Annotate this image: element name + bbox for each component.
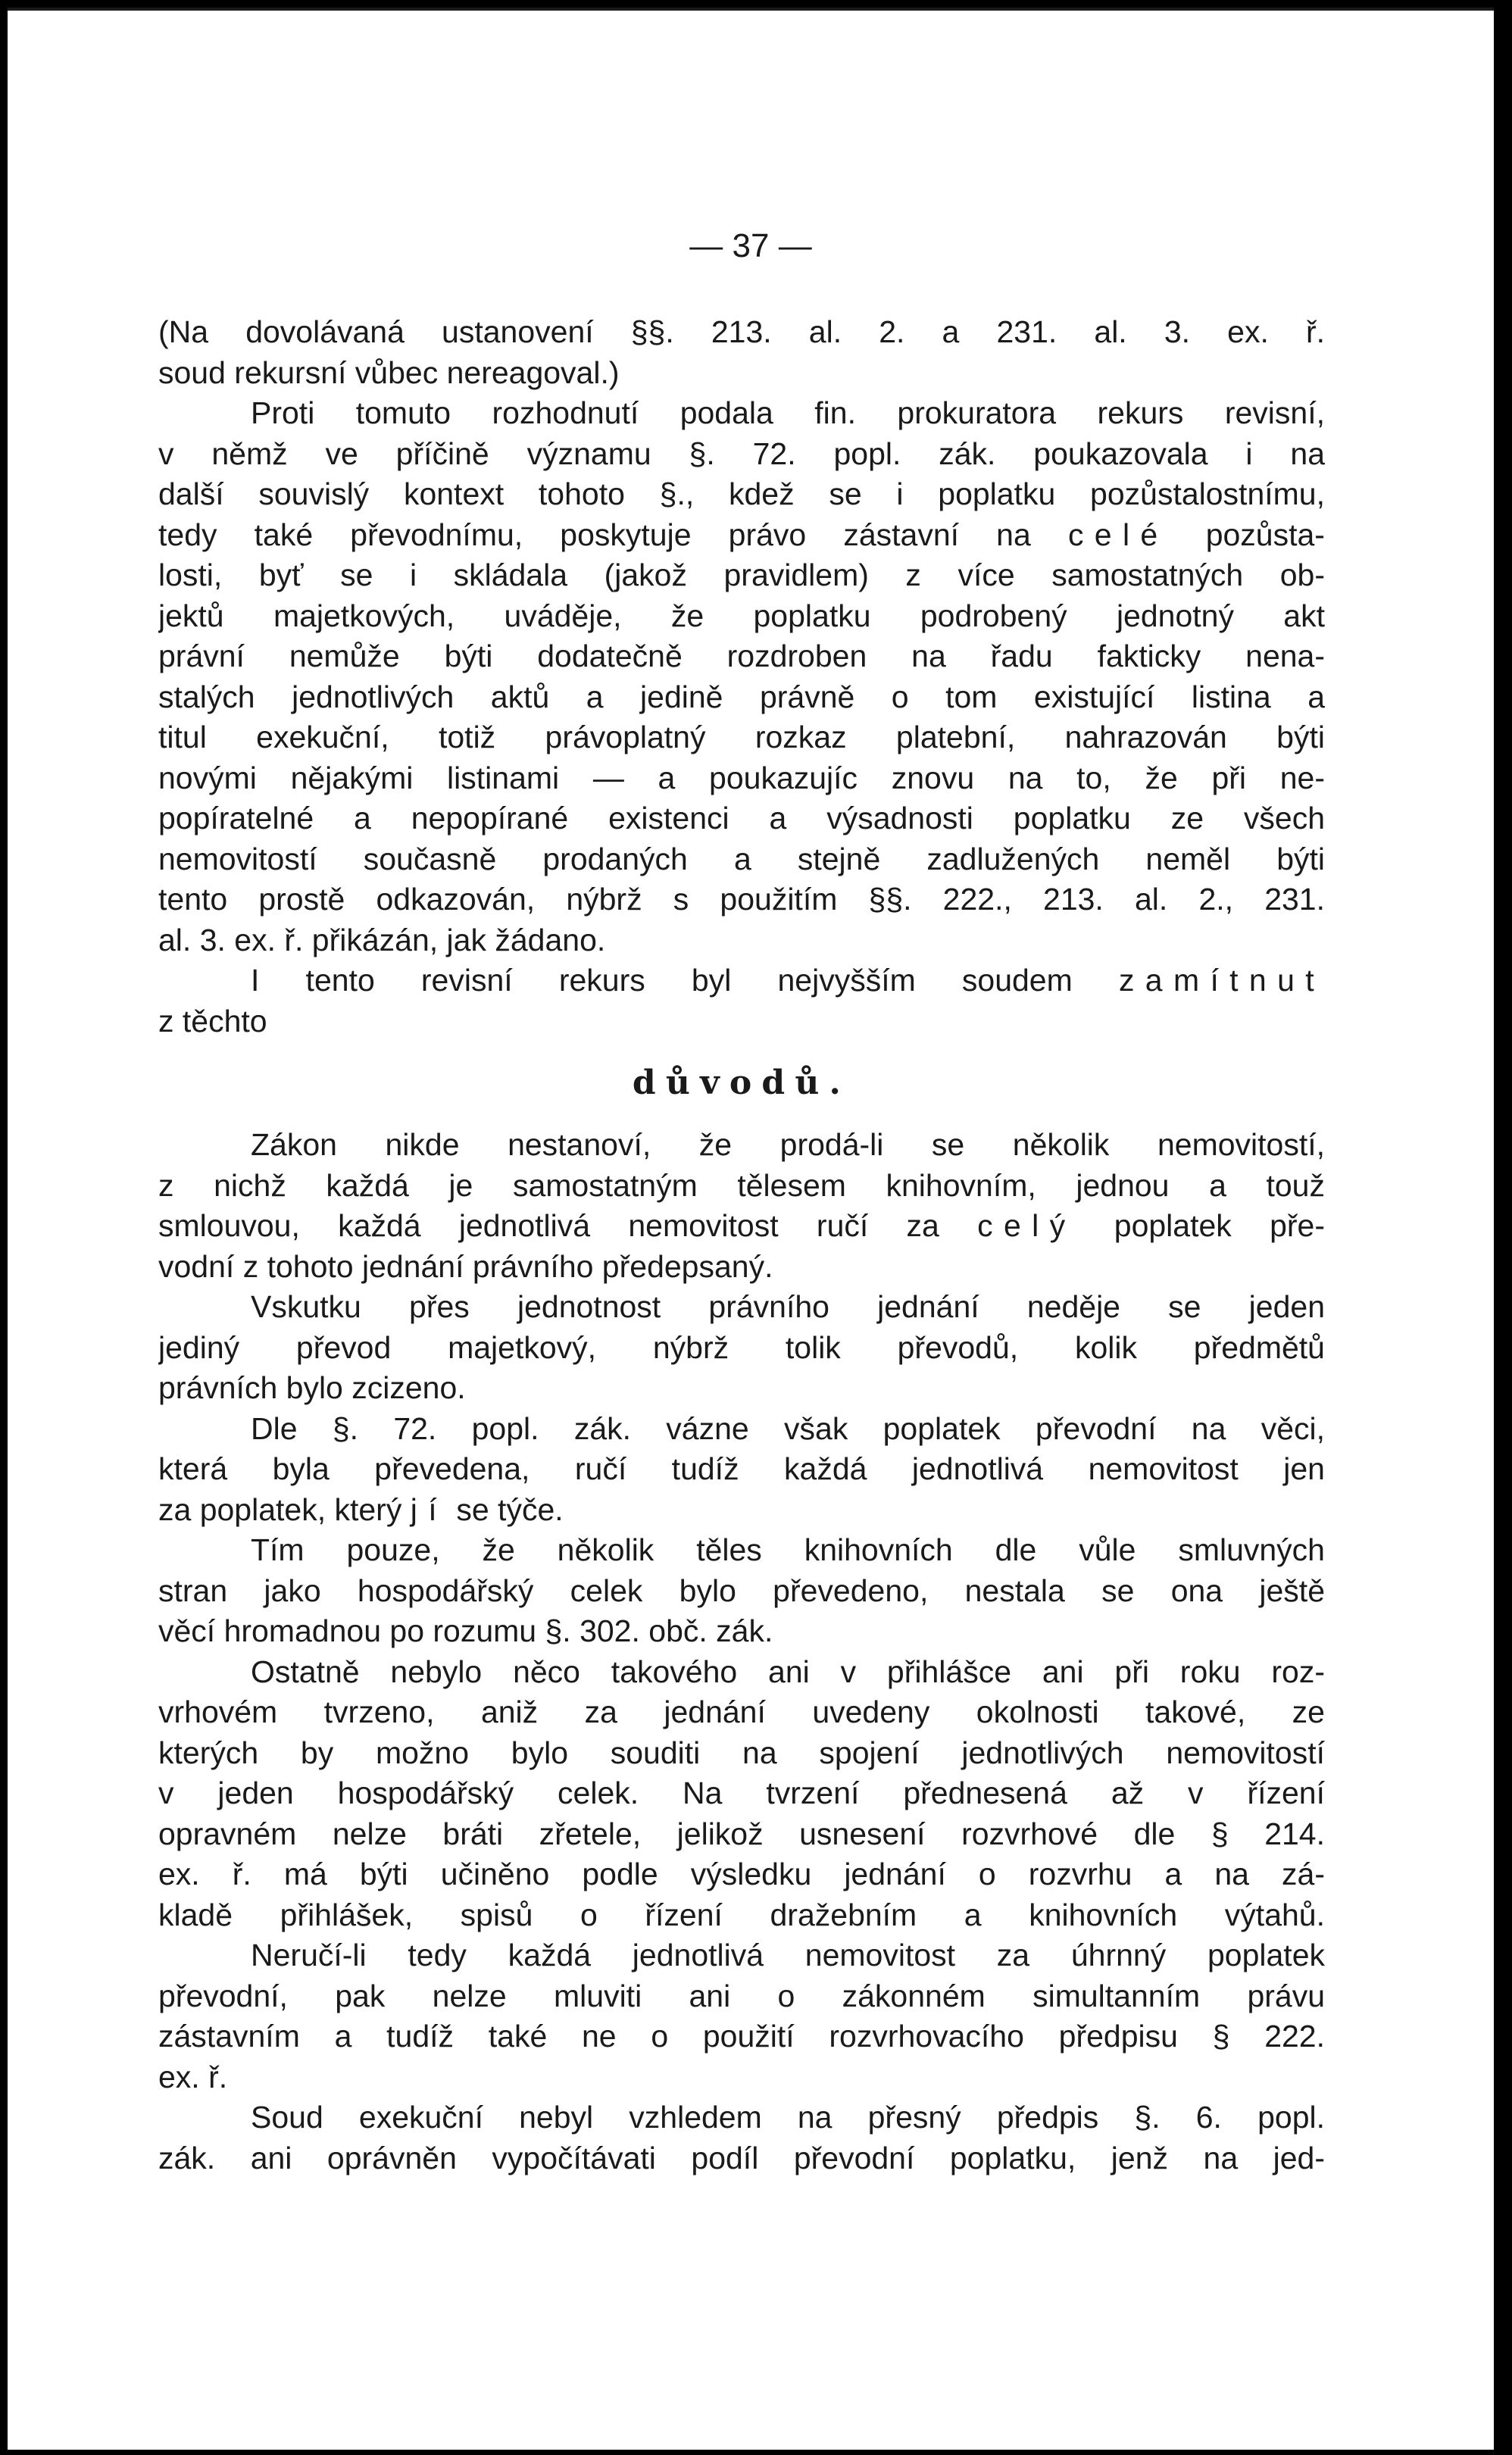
text-line xyxy=(158,1490,1325,1531)
text-line: z nichž každá je samostatným tělesem knihovním, jednou a touž xyxy=(158,1167,1325,1203)
text-line: Vskutku přes jednotnost právního jednání neděje se jeden xyxy=(251,1289,1325,1324)
text-line xyxy=(158,515,1325,556)
text-line: zák. ani oprávněn vypočítávati podíl převodní poplatku, jenž na jed- xyxy=(158,2140,1325,2175)
text-line: další souvislý kontext tohoto §., kdež se i poplatku pozůstalostnímu, xyxy=(158,476,1325,511)
text-segment: za poplatek, který xyxy=(158,1491,402,1527)
text-line: al. 3. ex. ř. přikázán, jak žádano. xyxy=(158,922,606,957)
text-line: která byla převedena, ručí tudíž každá jednotlivá nemovitost jen xyxy=(158,1451,1325,1486)
text-line: (Na dovolávaná ustanovení §§. 213. al. 2. a 231. al. 3. ex. ř. xyxy=(158,314,1325,349)
text-line: Zákon nikde nestanoví, že prodá-li se několik nemovitostí, xyxy=(251,1127,1325,1162)
text-segment: I tento revisní rekurs byl nejvyšším soudem xyxy=(251,963,1073,998)
text-line: jektů majetkových, uváděje, že poplatku podrobený jednotný akt xyxy=(158,598,1325,633)
text-segment: tedy také převodnímu, poskytuje právo zástavní na xyxy=(158,517,1031,552)
text-segment: smlouvou, každá jednotlivá nemovitost ručí za xyxy=(158,1208,939,1243)
text-segment: poplatek pře- xyxy=(1114,1208,1325,1243)
text-line: věcí hromadnou po rozumu §. 302. obč. zák. xyxy=(158,1613,773,1648)
page-number: — 37 — xyxy=(689,227,812,264)
text-line: nemovitostí současně prodaných a stejně zadlužených neměl býti xyxy=(158,841,1325,876)
text-line: kterých by možno bylo souditi na spojení jednotlivých nemovitostí xyxy=(158,1735,1325,1770)
text-segment: pozůsta- xyxy=(1205,517,1325,552)
text-line: soud rekursní vůbec nereagoval.) xyxy=(158,355,620,390)
text-line: Neručí-li tedy každá jednotlivá nemovitost za úhrnný poplatek xyxy=(251,1938,1325,1972)
section-heading: důvodů. xyxy=(632,1064,851,1102)
document-page xyxy=(8,8,1494,2450)
spaced-emphasis: zamítnut xyxy=(1118,963,1325,998)
text-line: ex. ř. má býti učiněno podle výsledku jednání o rozvrhu a na zá- xyxy=(158,1857,1325,1891)
text-line: vodní z tohoto jednání právního předepsaný. xyxy=(158,1248,773,1284)
text-line: kladě přihlášek, spisů o řízení dražebním a knihovních výtahů. xyxy=(158,1897,1325,1932)
text-line: popíratelné a nepopírané existenci a výsadnosti poplatku ze všech xyxy=(158,801,1325,836)
text-line: opravném nelze bráti zřetele, jelikož usnesení rozvrhové dle § 214. xyxy=(158,1816,1325,1851)
text-line: jediný převod majetkový, nýbrž tolik převodů, kolik předmětů xyxy=(158,1329,1325,1365)
text-line: stalých jednotlivých aktů a jedině právně o tom existující listina a xyxy=(158,679,1325,714)
text-line: Dle §. 72. popl. zák. vázne však poplatek převodní na věci, xyxy=(251,1410,1325,1446)
text-segment: se týče. xyxy=(456,1491,564,1527)
text-line: Soud exekuční nebyl vzhledem na přesný předpis §. 6. popl. xyxy=(251,2100,1325,2135)
text-line: převodní, pak nelze mluviti ani o zákonném simultanním právu xyxy=(158,1978,1325,2013)
text-line: z těchto xyxy=(158,1003,267,1039)
text-line: právní nemůže býti dodatečně rozdroben na řadu fakticky nena- xyxy=(158,639,1325,673)
spaced-emphasis: jí xyxy=(410,1491,448,1527)
text-line: Ostatně nebylo něco takového ani v přihlášce ani při roku roz- xyxy=(251,1654,1325,1689)
text-line: právních bylo zcizeno. xyxy=(158,1370,466,1405)
text-line: tento prostě odkazován, nýbrž s použitím §§. 222., 213. al. 2., 231. xyxy=(158,882,1325,917)
text-line: losti, byť se i skládala (jakož pravidlem) z více samostatných ob- xyxy=(158,558,1325,592)
text-body xyxy=(158,312,1325,2179)
text-line: Tím pouze, že několik těles knihovních dle vůle smluvných xyxy=(251,1532,1325,1567)
text-line xyxy=(158,1206,1325,1247)
text-line: zástavním a tudíž také ne o použití rozvrhovacího předpisu § 222. xyxy=(158,2019,1325,2054)
spaced-emphasis: celý xyxy=(977,1208,1076,1243)
text-line: vrhovém tvrzeno, aniž za jednání uvedeny okolnosti takové, ze xyxy=(158,1694,1325,1729)
text-line: Proti tomuto rozhodnutí podala fin. prokuratora rekurs revisní, xyxy=(251,395,1325,430)
text-line: novými nějakými listinami — a poukazujíc znovu na to, že při ne- xyxy=(158,760,1325,795)
text-line xyxy=(158,960,1325,1001)
text-line: ex. ř. xyxy=(158,2059,228,2094)
text-line: v jeden hospodářský celek. Na tvrzení přednesená až v řízení xyxy=(158,1776,1325,1810)
text-line: v němž ve příčině významu §. 72. popl. zák. poukazovala i na xyxy=(158,436,1325,471)
text-line: titul exekuční, totiž právoplatný rozkaz platební, nahrazován býti xyxy=(158,720,1325,754)
spaced-emphasis: celé xyxy=(1067,517,1169,552)
text-line: stran jako hospodářský celek bylo převedeno, nestala se ona ještě xyxy=(158,1573,1325,1608)
